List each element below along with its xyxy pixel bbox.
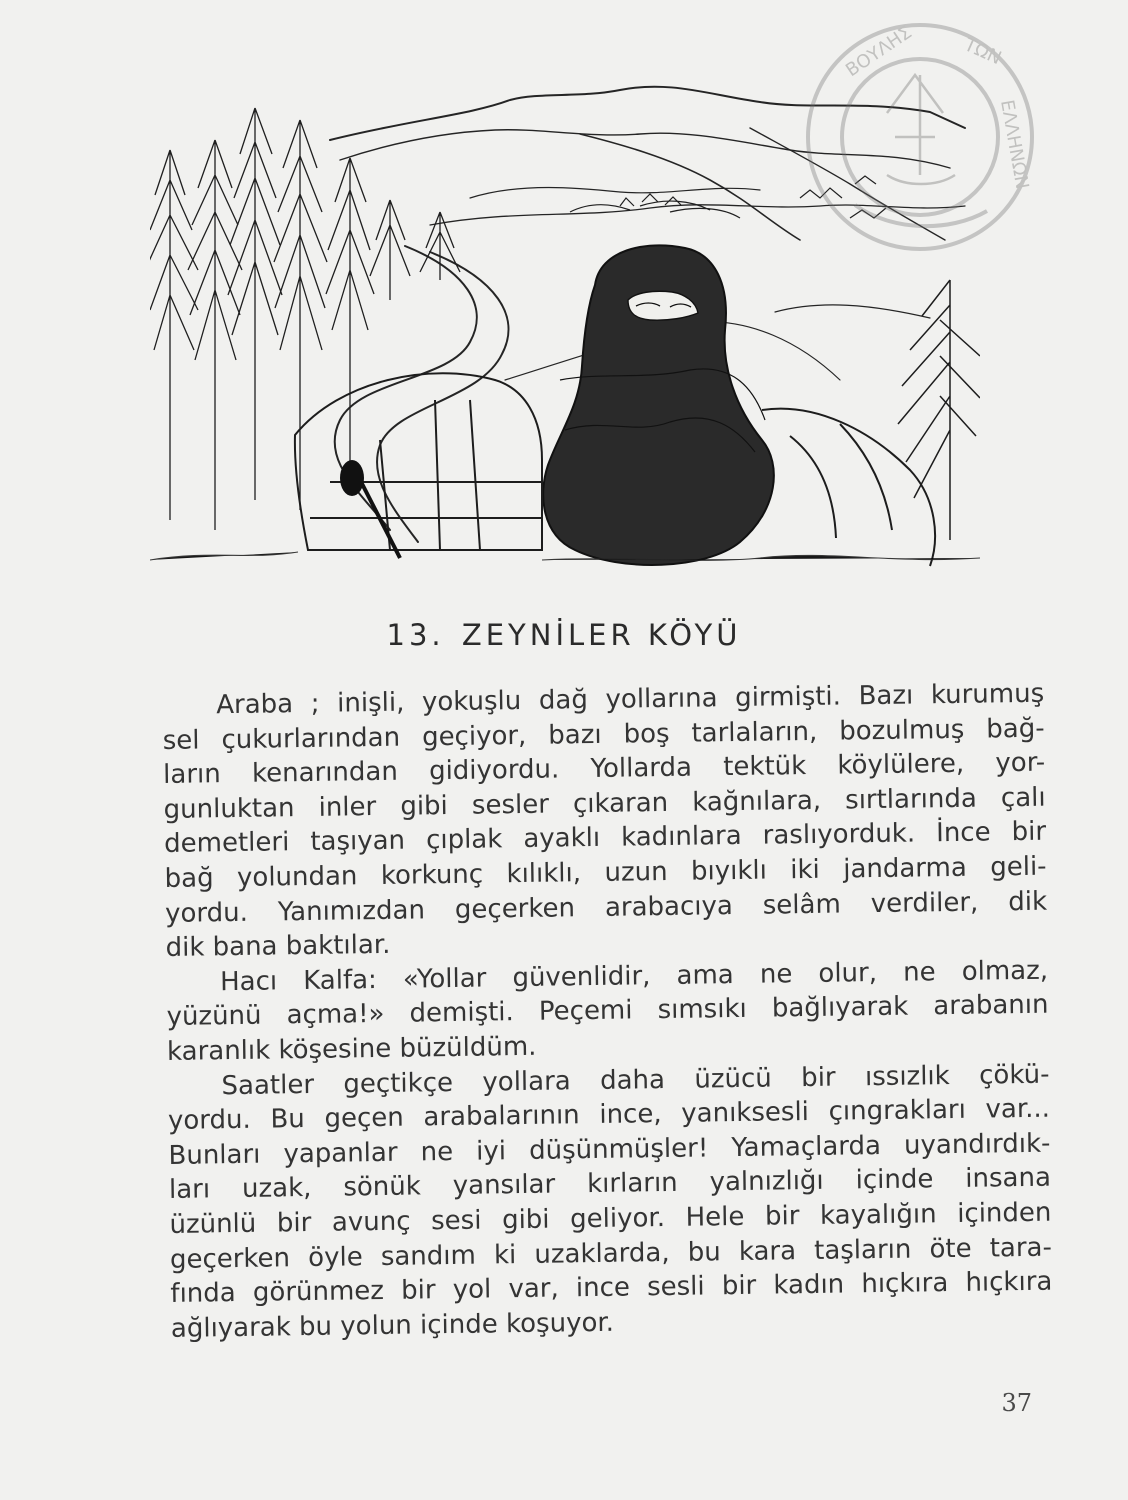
body-line: bağ yolundan korkunç kılıklı, uzun bıyıklı iki jandarma geli- <box>164 851 1047 894</box>
body-line: üzünlü bir avunç sesi gibi geliyor. Hele bir kayalığın içinden <box>169 1197 1052 1240</box>
chapter-number: 13. <box>386 618 445 652</box>
body-line: Saatler geçtikçe yollara daha üzücü bir ıssızlık çökü- <box>221 1059 1050 1101</box>
body-line: sel çukurlarından geçiyor, bazı boş tarlaların, bozulmuş bağ- <box>162 713 1045 756</box>
svg-text:ΕΛΛΗΝΩΝ: ΕΛΛΗΝΩΝ <box>996 98 1033 191</box>
body-line: gunluktan inler gibi sesler çıkaran kağnılara, sırtlarında çalı <box>163 782 1046 825</box>
body-line: yordu. Yanımızdan geçerken arabacıya selâm verdiler, dik <box>164 886 1048 929</box>
body-line: Hacı Kalfa: «Yollar güvenlidir, ama ne olur, ne olmaz, <box>219 955 1049 997</box>
body-line: fında görünmez bir yol var, ince sesli bir kadın hıçkıra hıçkıra <box>170 1266 1053 1310</box>
chapter-name: ZEYNİLER KÖYÜ <box>461 618 742 652</box>
body-line: yordu. Bu geçen arabalarının ince, yanıksesli çıngrakları var... <box>167 1093 1051 1137</box>
svg-text:ΤΩΝ: ΤΩΝ <box>960 34 1005 70</box>
chapter-body <box>162 677 1053 1347</box>
body-line: yüzünü açma!» demişti. Peçemi sımsıkı bağlıyarak arabanın <box>166 989 1049 1033</box>
body-line: dik bana baktılar. <box>165 929 391 964</box>
body-line: Bunları yapanlar ne iyi düşünmüşler! Yamaçlarda uyandırdık- <box>168 1128 1051 1171</box>
body-line: ağlıyarak bu yolun içinde koşuyor. <box>170 1307 615 1344</box>
body-line: demetleri taşıyan çıplak ayaklı kadınlara raslıyorduk. İnce bir <box>163 817 1047 860</box>
body-line: ların kenarından gidiyordu. Yollarda tektük köylülere, yor- <box>162 747 1046 791</box>
body-line: geçerken öyle sandım ki uzaklarda, bu kara taşların öte tara- <box>169 1232 1053 1275</box>
body-line: Araba ; inişli, yokuşlu dağ yollarına girmişti. Bazı kurumuş <box>216 678 1045 721</box>
library-stamp-icon <box>775 5 1070 275</box>
chapter-title <box>0 618 1128 652</box>
page-number: 37 <box>1001 1389 1032 1417</box>
svg-text:ΒΟΥΛΗΣ: ΒΟΥΛΗΣ <box>842 21 916 82</box>
body-line: karanlık köşesine büzüldüm. <box>166 1031 537 1067</box>
body-line: ları uzak, sönük yansılar kırların yalnızlığı içinde insana <box>168 1162 1052 1206</box>
